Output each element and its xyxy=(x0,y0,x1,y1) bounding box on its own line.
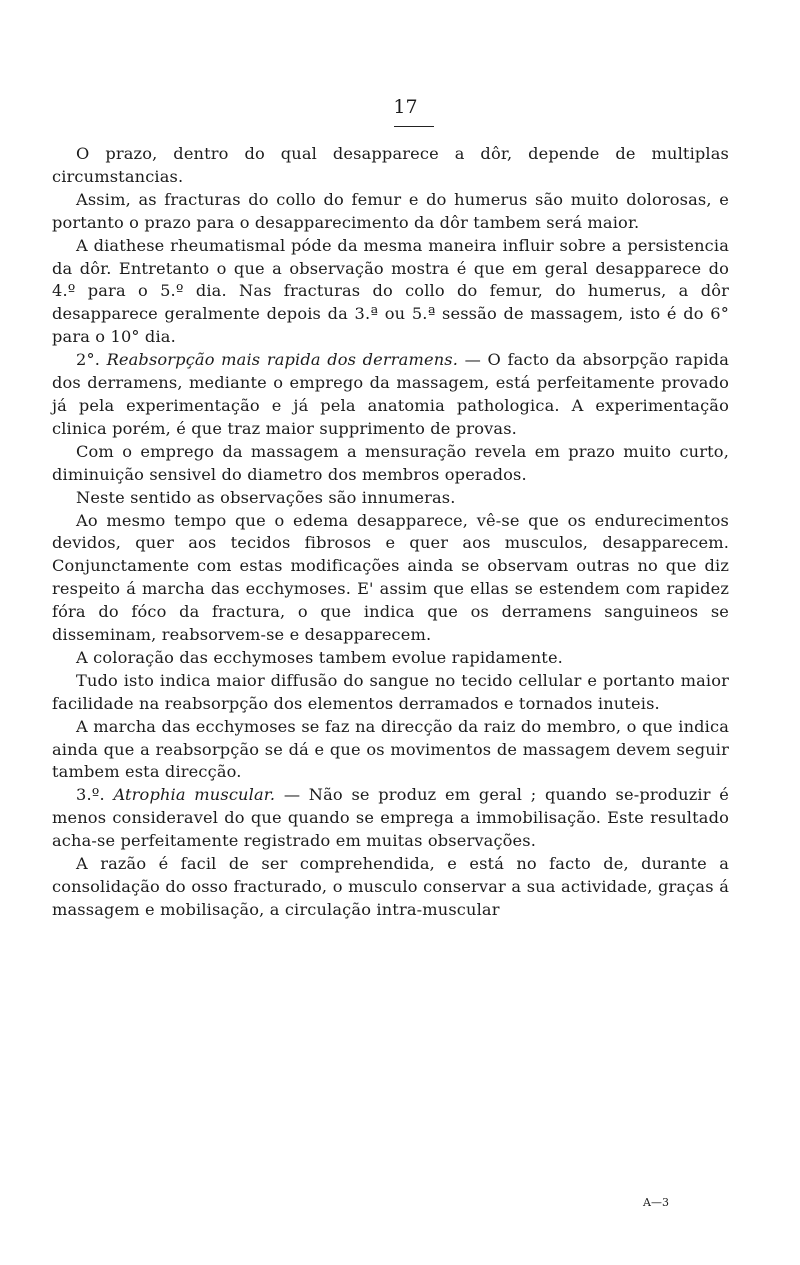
paragraph xyxy=(52,647,729,670)
paragraph xyxy=(52,716,729,785)
paragraph-text: — O facto da absorpção rapida dos derramens, mediante o emprego da massagem, está perfeitamente provado já pela experimentação e já pela anatomia pathologica. A experimentação clinica porém, é que traz maior supprimento de provas. xyxy=(52,350,729,438)
page xyxy=(52,96,729,922)
paragraph-text: A marcha das ecchymoses se faz na direcção da raiz do membro, o que indica ainda que a reabsorpção se dá e que os movimentos de massagem devem seguir tambem esta direcção. xyxy=(52,716,729,782)
paragraph xyxy=(52,143,729,189)
paragraph-text: A coloração das ecchymoses tambem evolue rapidamente. xyxy=(76,647,563,667)
paragraph-section-2 xyxy=(52,349,729,441)
paragraph xyxy=(52,853,729,922)
page-number: 17 xyxy=(393,96,418,118)
paragraph-text: A diathese rheumatismal póde da mesma maneira influir sobre a persistencia da dôr. Entretanto o que a observação mostra é que em geral desapparece do 4.º para o 5.º dia. Nas fracturas do collo do femur, do humerus, a dôr desapparece geralmente depois da 3.ª ou 5.ª sessão de massagem, isto é do 6° para o 10° dia. xyxy=(52,235,729,347)
section-heading: Reabsorpção mais rapida dos derramens. xyxy=(106,350,459,370)
paragraph-text: Tudo isto indica maior diffusão do sangue no tecido cellular e portanto maior facilidade na reabsorpção dos elementos derramados e tornados inuteis. xyxy=(52,670,729,713)
section-number: 2°. xyxy=(76,350,107,370)
paragraph-text: — Não se produz em geral ; quando se-produzir é menos consideravel do que quando se emprega a immobilisação. Este resultado acha-se perfeitamente registrado em muitas observações. xyxy=(52,785,729,851)
section-number: 3.º. xyxy=(76,785,114,805)
paragraph xyxy=(52,487,729,510)
paragraph-text: Assim, as fracturas do collo do femur e do humerus são muito dolorosas, e portanto o prazo para o desapparecimento da dôr tambem será maior. xyxy=(52,189,729,232)
paragraph-text: O prazo, dentro do qual desapparece a dôr, depende de multiplas circumstancias. xyxy=(52,144,729,186)
header-rule xyxy=(394,126,434,127)
paragraph-text: Com o emprego da massagem a mensuração revela em prazo muito curto, diminuição sensivel do diametro dos membros operados. xyxy=(52,441,729,484)
body-text xyxy=(52,143,729,922)
paragraph xyxy=(52,189,729,235)
paragraph xyxy=(52,235,729,350)
paragraph xyxy=(52,670,729,716)
paragraph-text: A razão é facil de ser comprehendida, e está no facto de, durante a consolidação do osso fracturado, o musculo conservar a sua actividade, graças á massagem e mobilisação, a circulação intra-muscular xyxy=(52,854,729,919)
section-heading: Atrophia muscular. xyxy=(113,785,276,805)
paragraph-text: Neste sentido as observações são innumeras. xyxy=(76,487,456,507)
paragraph-section-3 xyxy=(52,784,729,853)
paragraph xyxy=(52,441,729,487)
paragraph xyxy=(52,510,729,647)
paragraph-text: Ao mesmo tempo que o edema desapparece, vê-se que os endurecimentos devidos, quer aos tecidos fibrosos e quer aos musculos, desapparecem. Conjunctamente com estas modificações ainda se observam outras no que diz respeito á marcha das ecchymoses. E' assim que ellas se estendem com rapidez fóra do fóco da fractura, o que indica que os derramens sanguineos se disseminam, reabsorvem-se e desapparecem. xyxy=(52,510,729,645)
signature-mark: A—3 xyxy=(643,1196,669,1209)
